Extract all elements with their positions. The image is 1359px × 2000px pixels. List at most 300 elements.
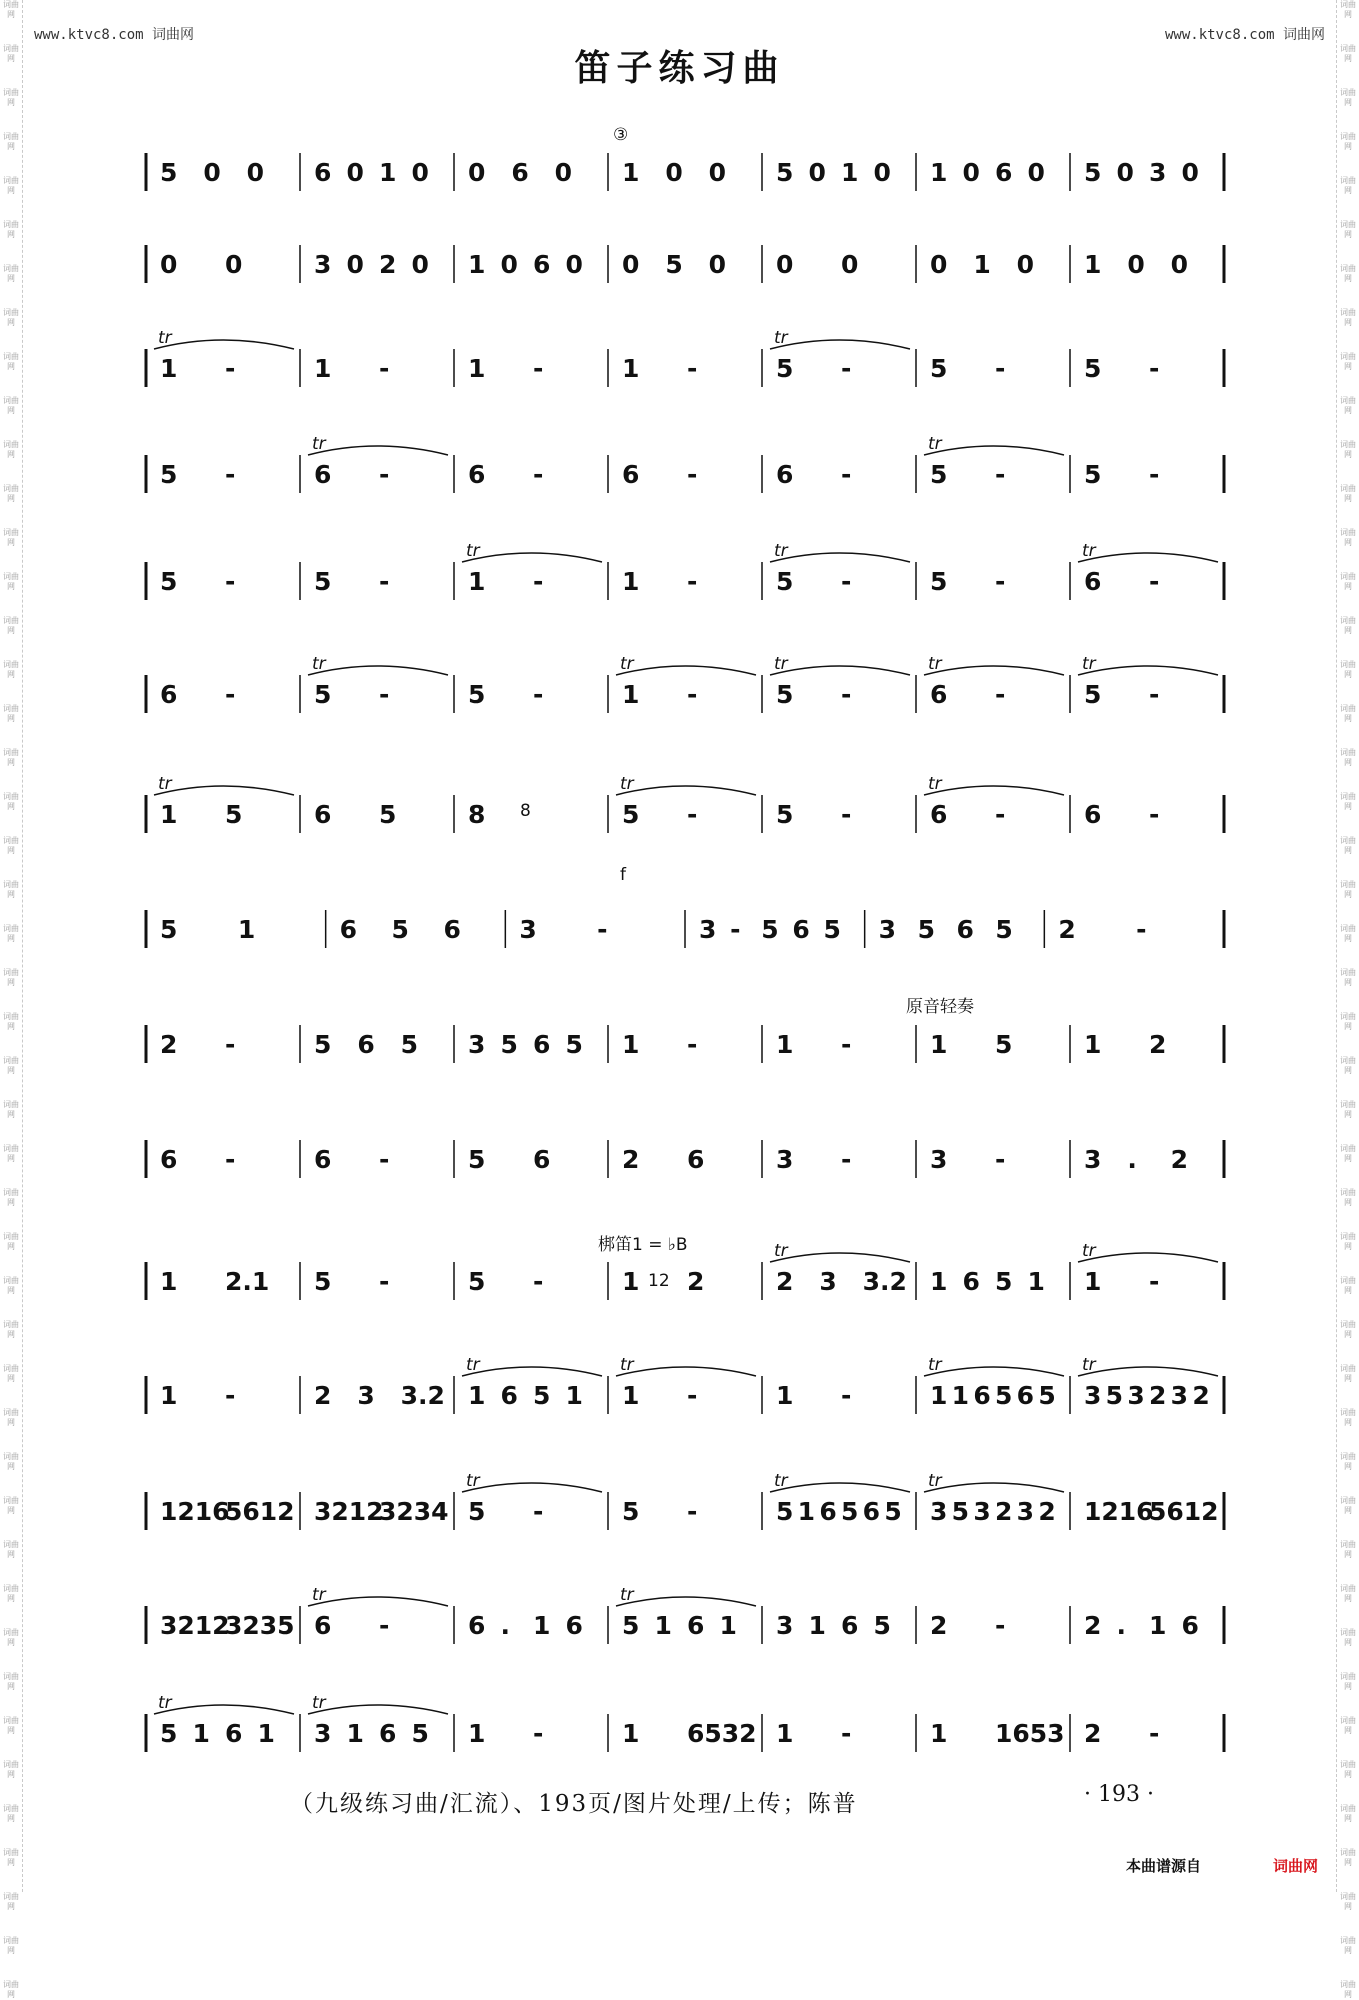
score-note: 6 — [314, 800, 332, 829]
score-note: 3 — [699, 915, 717, 944]
watermark-text: 词曲网 — [1340, 308, 1356, 327]
tie-arc — [308, 446, 448, 455]
trill-mark: tr — [620, 774, 634, 794]
score-note: 1216 — [160, 1497, 230, 1526]
score-note: - — [995, 680, 1006, 709]
score-note: - — [687, 354, 698, 383]
score-note: 1 — [930, 1030, 948, 1059]
score-note: 2 — [379, 250, 397, 279]
watermark-text: 词曲网 — [3, 1320, 19, 1339]
score-note: - — [841, 1381, 852, 1410]
score-note: 3 — [776, 1611, 794, 1640]
score-note: 1 — [930, 1381, 948, 1410]
watermark-text: 词曲网 — [3, 880, 19, 899]
watermark-text: 词曲网 — [1340, 44, 1356, 63]
watermark-text: 词曲网 — [3, 924, 19, 943]
score-note: - — [225, 1381, 236, 1410]
score-note: 1 — [468, 354, 486, 383]
score-note: 0 — [554, 158, 573, 187]
score-notes — [158, 158, 1219, 1748]
score-note: - — [841, 1145, 852, 1174]
score-note: 1 — [468, 1719, 486, 1748]
trill-mark: tr — [774, 541, 788, 561]
trill-mark: tr — [928, 434, 942, 454]
score-note: 6 — [468, 460, 486, 489]
score-note: 6 — [339, 915, 358, 944]
score-note: - — [687, 680, 698, 709]
score-note: 1 — [1084, 1030, 1102, 1059]
score-note: 6 — [500, 1381, 518, 1410]
score-note: 1 — [160, 1267, 178, 1296]
score-note: 5 — [622, 1611, 640, 1640]
score-title: 笛子练习曲 — [574, 47, 785, 89]
score-note: 6 — [995, 158, 1013, 187]
score-note: 6 — [962, 1267, 980, 1296]
credit-text: 本曲谱源自 — [1126, 1858, 1202, 1875]
score-note: 6 — [565, 1611, 583, 1640]
score-note: 1 — [346, 1719, 364, 1748]
watermark-text: 词曲网 — [3, 748, 19, 767]
score-note: 1 — [160, 1381, 178, 1410]
score-note: - — [533, 460, 544, 489]
score-note: 5 — [884, 1497, 902, 1526]
watermark-text: 词曲网 — [3, 1584, 19, 1603]
score-note: 2 — [1038, 1497, 1056, 1526]
score-note: 1 — [654, 1611, 672, 1640]
tie-arc — [616, 1597, 756, 1606]
score-note: 3 — [1016, 1497, 1035, 1526]
score-note: 3 — [1170, 1381, 1189, 1410]
score-note: 3 — [776, 1145, 794, 1174]
score-note: 3234 — [379, 1497, 449, 1526]
score-note: 1 — [930, 1719, 948, 1748]
score-note: 0 — [622, 250, 640, 279]
score-note: 1 — [1149, 1611, 1167, 1640]
watermark-text: 词曲网 — [1340, 1188, 1356, 1207]
trill-mark: tr — [1082, 541, 1096, 561]
watermark-text: 词曲网 — [1340, 1056, 1356, 1075]
score-note: - — [379, 460, 390, 489]
score-note: - — [995, 460, 1006, 489]
score-note: 1 — [379, 158, 397, 187]
tie-arc — [462, 553, 602, 562]
score-note: 5 — [776, 354, 794, 383]
score-note: 6 — [533, 1030, 551, 1059]
score-note: 5 — [951, 1497, 970, 1526]
score-note: 5 — [160, 567, 178, 596]
score-note: - — [730, 915, 741, 944]
multi-rest-12: 12 — [648, 1271, 670, 1291]
score-note: 1216 — [1084, 1497, 1154, 1526]
score-note: - — [687, 1497, 698, 1526]
score-note: 3 — [930, 1497, 948, 1526]
score-note: - — [1149, 680, 1160, 709]
watermark-text: 词曲网 — [3, 1672, 19, 1691]
score-note: - — [533, 1497, 544, 1526]
score-note: - — [1149, 354, 1160, 383]
score-note: 2 — [1149, 1030, 1167, 1059]
score-note: - — [597, 915, 608, 944]
score-note: 5 — [225, 800, 243, 829]
score-note: . — [1127, 1145, 1137, 1174]
score-note: . — [500, 1611, 510, 1640]
watermark-text: 词曲网 — [3, 1892, 19, 1911]
watermark-text: 词曲网 — [1340, 836, 1356, 855]
harmonic-note-label: 原音轻奏 — [906, 997, 974, 1017]
score-note: 3 — [930, 1145, 948, 1174]
watermark-text: 词曲网 — [3, 484, 19, 503]
watermark-text: 词曲网 — [1340, 1408, 1356, 1427]
source-caption: （九级练习曲/汇流）、193页/图片处理/上传；陈普 — [290, 1791, 858, 1817]
score-note: 6 — [468, 1611, 486, 1640]
tie-arc — [616, 786, 756, 795]
score-note: - — [841, 680, 852, 709]
watermark-text: 词曲网 — [3, 1936, 19, 1955]
score-note: 5 — [160, 460, 178, 489]
score-note: 5 — [995, 1267, 1013, 1296]
score-note: 5 — [468, 1267, 486, 1296]
score-note: 3.2 — [862, 1267, 907, 1296]
score-note: 6 — [314, 158, 332, 187]
score-note: 2 — [1058, 915, 1076, 944]
score-note: 0 — [411, 158, 429, 187]
score-note: 3 — [973, 1497, 991, 1526]
score-note: 1 — [192, 1719, 210, 1748]
tie-arc — [462, 1367, 602, 1376]
watermark-text: 词曲网 — [3, 308, 19, 327]
score-note: 5 — [1084, 354, 1102, 383]
watermark-text: 词曲网 — [1340, 1496, 1356, 1515]
score-note: 0 — [346, 158, 364, 187]
watermark-text: 词曲网 — [1340, 1892, 1356, 1911]
score-note: 5 — [622, 1497, 640, 1526]
watermark-text: 词曲网 — [1340, 1320, 1356, 1339]
score-note: - — [841, 567, 852, 596]
watermark-text: 词曲网 — [1340, 1628, 1356, 1647]
watermark-text: 词曲网 — [3, 1760, 19, 1779]
score-note: - — [379, 1611, 390, 1640]
trill-mark: tr — [928, 1471, 942, 1491]
watermark-text: 词曲网 — [1340, 660, 1356, 679]
score-note: 0 — [841, 250, 859, 279]
score-note: 5 — [917, 915, 935, 944]
score-note: 6 — [1084, 800, 1102, 829]
score-note: 3 — [1127, 1381, 1145, 1410]
score-note: 6 — [841, 1611, 859, 1640]
watermark-text: 词曲网 — [1340, 176, 1356, 195]
watermark-text: 词曲网 — [1340, 1936, 1356, 1955]
watermark-text: 词曲网 — [3, 1232, 19, 1251]
score-note: 3 — [1149, 158, 1167, 187]
score-note: 5 — [776, 567, 794, 596]
watermark-text: 词曲网 — [1340, 1804, 1356, 1823]
trill-mark: tr — [620, 1355, 634, 1375]
trill-mark: tr — [1082, 1241, 1096, 1261]
watermark-text: 词曲网 — [3, 1848, 19, 1867]
score-note: 6 — [379, 1719, 397, 1748]
tie-arc — [308, 1705, 448, 1714]
watermark-text: 词曲网 — [1340, 528, 1356, 547]
score-note: 0 — [708, 250, 727, 279]
score-note: 0 — [411, 250, 429, 279]
watermark-text: 词曲网 — [1340, 616, 1356, 635]
score-note: 5 — [995, 915, 1013, 944]
watermark-text: 词曲网 — [1340, 484, 1356, 503]
tie-arc — [924, 1483, 1064, 1492]
score-note: 1 — [1027, 1267, 1045, 1296]
score-note: 6 — [622, 460, 640, 489]
score-note: 0 — [1027, 158, 1045, 187]
watermark-text: 词曲网 — [1340, 968, 1356, 987]
score-note: 1 — [930, 1267, 948, 1296]
score-note: - — [687, 1030, 698, 1059]
score-note: 2 — [930, 1611, 948, 1640]
watermark-text: 词曲网 — [1340, 88, 1356, 107]
score-note: 5 — [314, 1267, 332, 1296]
watermark-text: 词曲网 — [3, 0, 19, 19]
score-note: 5 — [533, 1381, 551, 1410]
score-note: 0 — [1181, 158, 1199, 187]
score-note: 2 — [687, 1267, 705, 1296]
score-note: - — [841, 1030, 852, 1059]
watermark-text: 词曲网 — [3, 264, 19, 283]
trill-mark: tr — [312, 1693, 326, 1713]
trill-mark: tr — [312, 1585, 326, 1605]
score-note: - — [841, 1719, 852, 1748]
watermark-text: 词曲网 — [3, 968, 19, 987]
score-note: 0 — [1127, 250, 1145, 279]
score-note: 1 — [237, 915, 256, 944]
watermark-text: 词曲网 — [3, 616, 19, 635]
trill-mark: tr — [774, 1241, 788, 1261]
score-note: - — [687, 460, 698, 489]
score-note: 5 — [160, 1719, 178, 1748]
score-note: 6 — [1084, 567, 1102, 596]
score-note: 1 — [622, 1381, 640, 1410]
score-note: 1653 — [995, 1719, 1065, 1748]
watermark-text: 词曲网 — [1340, 1760, 1356, 1779]
score-note: 1 — [1084, 1267, 1102, 1296]
tie-arc — [770, 1253, 910, 1262]
score-note: 0 — [665, 158, 683, 187]
score-note: 2 — [1084, 1719, 1102, 1748]
trill-mark: tr — [774, 1471, 788, 1491]
score-note: 2 — [776, 1267, 794, 1296]
watermark-text: 词曲网 — [1340, 1452, 1356, 1471]
watermark-text: 词曲网 — [3, 88, 19, 107]
watermark-text: 词曲网 — [3, 352, 19, 371]
trill-mark: tr — [928, 654, 942, 674]
watermark-text: 词曲网 — [1340, 572, 1356, 591]
tie-arc — [1078, 1253, 1218, 1262]
watermark-text: 词曲网 — [1340, 1100, 1356, 1119]
score-note: 6 — [160, 680, 178, 709]
tie-arc — [924, 666, 1064, 675]
score-note: 6 — [862, 1497, 881, 1526]
score-note: 2 — [622, 1145, 640, 1174]
watermark-text: 词曲网 — [3, 440, 19, 459]
score-note: 1 — [797, 1497, 816, 1526]
score-note: 0 — [565, 250, 583, 279]
score-note: - — [1149, 1719, 1160, 1748]
score-note: 6 — [687, 1611, 705, 1640]
score-note: 6 — [956, 915, 974, 944]
score-note: - — [995, 354, 1006, 383]
tie-arc — [462, 1483, 602, 1492]
score-note: 8 — [468, 800, 486, 829]
watermark-text: 词曲网 — [1340, 1012, 1356, 1031]
trill-mark: tr — [774, 654, 788, 674]
score-note: - — [1149, 800, 1160, 829]
score-note: 5 — [400, 1030, 419, 1059]
watermark-text: 词曲网 — [1340, 1716, 1356, 1735]
score-note: 2 — [1170, 1145, 1189, 1174]
score-note: 0 — [1116, 158, 1134, 187]
score-note: 1 — [622, 354, 640, 383]
score-note: 0 — [808, 158, 826, 187]
score-note: - — [533, 1719, 544, 1748]
score-note: 3 — [878, 915, 897, 944]
trill-mark: tr — [158, 328, 172, 348]
score-note: 6 — [930, 800, 948, 829]
score-note: 0 — [468, 158, 486, 187]
score-note: - — [379, 1267, 390, 1296]
score-note: 1 — [622, 567, 640, 596]
score-note: 1 — [776, 1381, 794, 1410]
score-note: 5 — [160, 158, 178, 187]
score-note: 0 — [225, 250, 243, 279]
score-note: 5 — [841, 1497, 859, 1526]
watermark-text: 词曲网 — [1340, 132, 1356, 151]
score-note: 1 — [776, 1030, 794, 1059]
score-note: - — [533, 567, 544, 596]
tie-arc — [924, 1367, 1064, 1376]
score-note: 1 — [622, 680, 640, 709]
score-note: 6 — [1016, 1381, 1035, 1410]
score-note: - — [533, 680, 544, 709]
score-note: 2 — [995, 1497, 1013, 1526]
score-note: 5 — [622, 800, 640, 829]
site-url-right[interactable]: www.ktvc8.com 词曲网 — [1164, 27, 1325, 43]
staff-lines — [146, 153, 1224, 1752]
watermark-text: 词曲网 — [3, 1628, 19, 1647]
trill-mark: tr — [1082, 654, 1096, 674]
trill-mark: tr — [312, 434, 326, 454]
score-note: 1 — [973, 250, 991, 279]
score-note: - — [379, 354, 390, 383]
score-note: 5 — [761, 915, 779, 944]
score-note: 3 — [819, 1267, 837, 1296]
trill-mark: tr — [158, 774, 172, 794]
score-note: 0 — [1170, 250, 1189, 279]
tie-arc — [924, 786, 1064, 795]
score-note: 5 — [1084, 460, 1102, 489]
tie-arc — [154, 1705, 294, 1714]
score-note: - — [1149, 460, 1160, 489]
credit-site-link[interactable]: 词曲网 — [1273, 1858, 1319, 1875]
score-note: 5 — [468, 1145, 486, 1174]
score-note: - — [225, 1145, 236, 1174]
score-note: 3212 — [160, 1611, 230, 1640]
score-note: 1 — [160, 354, 178, 383]
tie-arc — [308, 666, 448, 675]
tie-arc — [308, 1597, 448, 1606]
score-note: - — [225, 1030, 236, 1059]
score-note: 3.2 — [400, 1381, 445, 1410]
score-note: 1 — [160, 800, 178, 829]
score-note: 6 — [225, 1719, 243, 1748]
score-note: 3212 — [314, 1497, 384, 1526]
score-note: 6 — [533, 250, 551, 279]
score-note: 2 — [1192, 1381, 1210, 1410]
watermark-text: 词曲网 — [1340, 1980, 1356, 1999]
tie-arc — [154, 340, 294, 349]
watermark-text: 词曲网 — [1340, 220, 1356, 239]
trill-mark: tr — [774, 328, 788, 348]
score-note: - — [379, 680, 390, 709]
score-note: 1 — [841, 158, 859, 187]
score-note: 3 — [1084, 1381, 1102, 1410]
score-note: 5 — [873, 1611, 891, 1640]
score-note: 5 — [1038, 1381, 1056, 1410]
tie-arc — [770, 553, 910, 562]
score-note: - — [379, 1145, 390, 1174]
score-note: 5 — [565, 1030, 583, 1059]
watermark-text: 词曲网 — [3, 1496, 19, 1515]
watermark-text: 词曲网 — [1340, 880, 1356, 899]
trill-mark: tr — [466, 1471, 480, 1491]
watermark-text: 词曲网 — [1340, 1276, 1356, 1295]
score-note: 6532 — [687, 1719, 757, 1748]
score-note: 3 — [468, 1030, 486, 1059]
score-note: 5 — [930, 354, 948, 383]
score-note: 5 — [314, 1030, 332, 1059]
score-note: 5 — [665, 250, 683, 279]
watermark-text: 词曲网 — [3, 704, 19, 723]
score-note: - — [687, 567, 698, 596]
score-note: 1 — [468, 567, 486, 596]
score-note: 3 — [519, 915, 537, 944]
tie-arc — [1078, 553, 1218, 562]
score-note: 5 — [930, 567, 948, 596]
score-note: 0 — [1016, 250, 1035, 279]
score-note: 5 — [995, 1030, 1013, 1059]
trill-mark: tr — [928, 774, 942, 794]
score-note: - — [687, 1381, 698, 1410]
watermark-text: 词曲网 — [1340, 792, 1356, 811]
score-note: 6 — [819, 1497, 837, 1526]
score-note: 5 — [468, 1497, 486, 1526]
score-note: 1 — [565, 1381, 583, 1410]
score-note: 6 — [314, 1145, 332, 1174]
score-note: - — [533, 354, 544, 383]
score-note: 6 — [973, 1381, 991, 1410]
score-note: 1 — [468, 1381, 486, 1410]
score-note: 0 — [500, 250, 518, 279]
score-annotations — [520, 125, 974, 1291]
score-note: - — [841, 354, 852, 383]
watermark-text: 词曲网 — [3, 1144, 19, 1163]
score-note: 5 — [1084, 158, 1102, 187]
score-note: 5 — [1105, 1381, 1124, 1410]
site-url-left[interactable]: www.ktvc8.com 词曲网 — [34, 27, 195, 43]
watermark-text: 词曲网 — [3, 836, 19, 855]
score-note: 1 — [622, 1030, 640, 1059]
score-note: 2 — [160, 1030, 178, 1059]
watermark-text: 词曲网 — [1340, 1144, 1356, 1163]
score-note: 1 — [533, 1611, 551, 1640]
watermark-text: 词曲网 — [1340, 1848, 1356, 1867]
